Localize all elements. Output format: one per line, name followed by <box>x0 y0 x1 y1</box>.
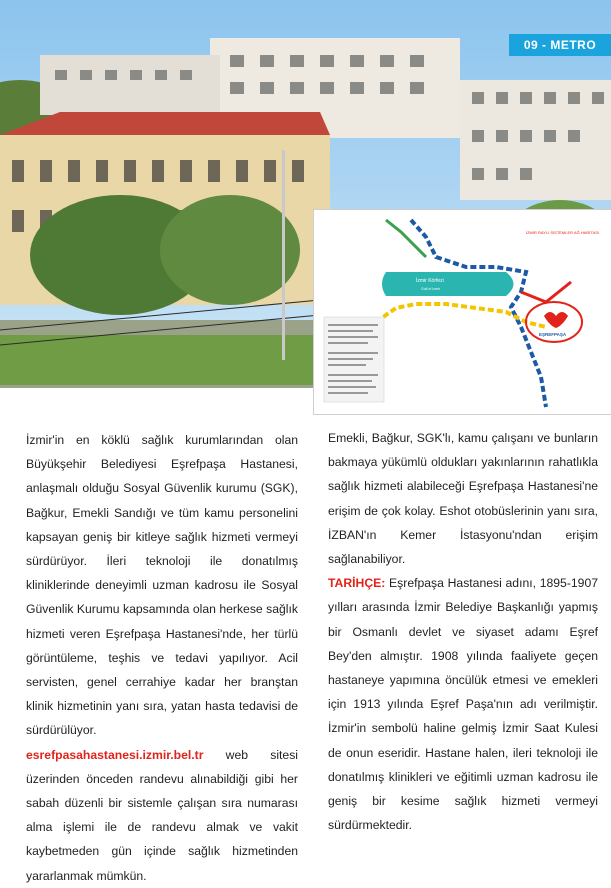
history-heading: TARİHÇE: <box>328 576 386 591</box>
bay-label: İzmir Körfezi <box>416 278 444 284</box>
appointment-text: web sitesi üzerinden önceden randevu alınabildiği gibi her sabah düzenli bir sistemle çalışan sıra numarası alma işlemi ile de randevu almak ve vakit kaybetmeden gün içinde sağlık hizmetinden yararlanmak mümkün. <box>26 747 298 883</box>
intro-paragraph: İzmir'in en köklü sağlık kurumlarından olan Büyükşehir Belediyesi Eşrefpaşa Hastanesi, anlaşmalı olduğu Sosyal Güvenlik kurumu (SGK), Bağkur, Emekli Sandığı ve tüm kamu personelini kapsayan geniş bir kitleye sağlık hizmeti vermeyi sürdürüyor. İleri teknoloji ile donatılmış kliniklerinde deneyimli uzman kadrosu ile Sosyal Güvenlik Kurumu kapsamında olan herkese sağlık hizmeti veren Eşrefpaşa Hastanesi'nde, her türlü görüntüleme, teşhis ve tedavi yapılıyor. Acil servisten, genel cerrahiye kadar her branştan klinik hizmetinin yanı sıra, yatan hasta tedavisi de sürdürülüyor. <box>26 433 298 738</box>
right-text-column <box>328 426 598 837</box>
hospital-website-link[interactable]: esrefpasahastanesi.izmir.bel.tr <box>26 747 204 762</box>
appointment-paragraph <box>26 743 298 888</box>
access-paragraph: Emekli, Bağkur, SGK'lı, kamu çalışanı ve bunların bakmaya yükümlü oldukları yakınlarının rahatlıkla sağlık hizmeti alabileceği Eşrefpaşa Hastanesi'ne erişim de çok kolay. Eshot otobüslerinin yanı sıra, İZBAN'ın Kemer İstasyonu'ndan erişim sağlanabiliyor. <box>328 431 598 567</box>
metro-map-graphic <box>316 212 611 412</box>
history-paragraph <box>328 571 598 837</box>
map-title: İZMİR RAYLI SİSTEMLER AĞ HARİTASI <box>526 230 599 235</box>
bay-sublabel: Gulf of Izmir <box>421 287 440 291</box>
history-text: Eşrefpaşa Hastanesi adını, 1895-1907 yılları arasında İzmir Belediye Başkanlığı yapmış bir Osmanlı devlet ve siyaset adamı Eşref Bey'den almıştır. 1908 yılında faaliyete geçen hastaneye yapımına öncülük etmesi ve emekleri için 1913 yılında Eşref Paşa'nın adı verilmiştir. İzmir'in sembolü haline gelmiş İzmir Saat Kulesi de onun eseridir. Hastane halen, ileri teknoloji ile donatılmış klinikleri ve eğitimli uzman kadrosu ile geniş bir kesime sağlık hizmeti vermeyi sürdürmektedir. <box>328 576 598 833</box>
section-badge: 09 - METRO <box>509 34 611 56</box>
left-text-column <box>26 428 298 888</box>
hospital-logo-text: EŞREFPAŞA <box>539 332 567 337</box>
rail-map <box>314 210 611 414</box>
